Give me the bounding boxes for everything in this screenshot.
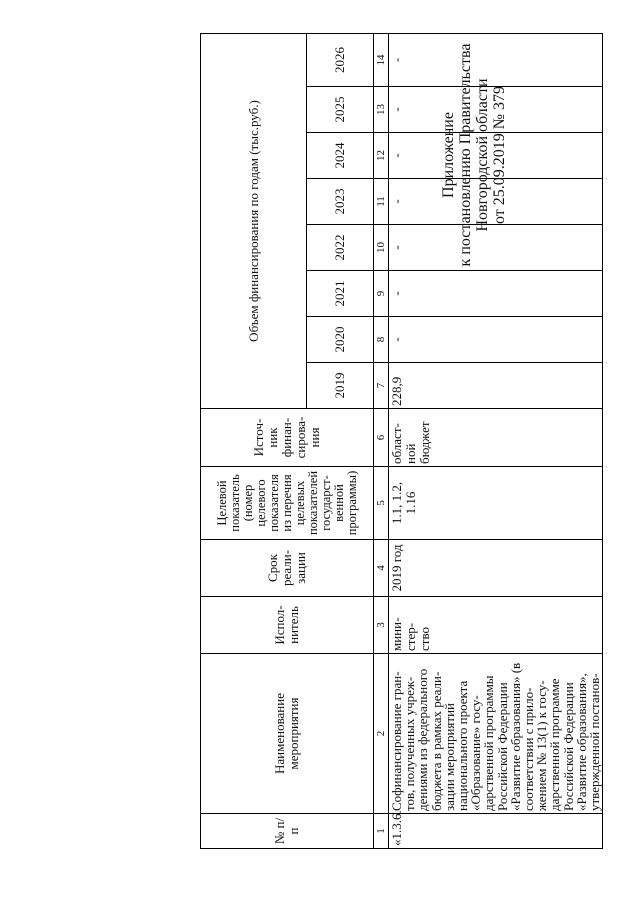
column-number: 1 xyxy=(374,814,389,849)
header-source: Источ-ник финан-сирова-ния xyxy=(201,409,374,467)
column-number: 3 xyxy=(374,597,389,654)
header-year-2023: 2023 xyxy=(307,179,374,225)
header-volume: Объем финансирования по годам (тыс.руб.) xyxy=(201,33,307,408)
header-target: Целевой показатель (номер целевого показателя из перечня целевых показателей государст-венной программы) xyxy=(201,467,374,540)
heading-line-2: к постановлению Правительства xyxy=(457,43,474,267)
column-number: 7 xyxy=(374,363,389,409)
heading-line-4: от 25.09.2019 № 379 xyxy=(491,85,508,225)
row-value-2024: - xyxy=(389,133,603,179)
header-year-2021: 2021 xyxy=(307,271,374,317)
column-number: 13 xyxy=(374,87,389,133)
column-number: 10 xyxy=(374,225,389,271)
header-term: Срок реали-зации xyxy=(201,540,374,597)
table-row xyxy=(389,33,603,848)
financing-table xyxy=(200,33,603,849)
row-value-2025: - xyxy=(389,87,603,133)
column-number: 2 xyxy=(374,654,389,814)
header-year-2022: 2022 xyxy=(307,225,374,271)
header-year-2026: 2026 xyxy=(307,33,374,86)
column-number: 6 xyxy=(374,409,389,467)
heading-line-1: Приложение xyxy=(440,112,457,198)
header-num: № п/п xyxy=(201,814,374,849)
row-name: Софинансирование гран-тов, полученных учреж-дениями из федерального бюджета в рамках реали-зации мероприятий национального проекта «Образование» госу-дарственной программы Российской Федерации «Развитие образования» (в соответствии с прило-жением № 13(1) к госу-дарственной программе Российской Федерации «Развитие образования», утвержденной постанов- xyxy=(389,654,603,814)
column-number: 14 xyxy=(374,33,389,86)
row-num: «1.3.6. xyxy=(389,814,603,849)
column-number: 8 xyxy=(374,317,389,363)
row-source: област-ной бюджет xyxy=(389,409,603,467)
header-year-2020: 2020 xyxy=(307,317,374,363)
row-value-2026: - xyxy=(389,33,603,86)
row-target: 1.1, 1.2, 1.16 xyxy=(389,467,603,540)
row-value-2020: - xyxy=(389,317,603,363)
row-term: 2019 год xyxy=(389,540,603,597)
header-executor: Испол-нитель xyxy=(201,597,374,654)
row-value-2022: - xyxy=(389,225,603,271)
column-number: 5 xyxy=(374,467,389,540)
column-numbers-row xyxy=(374,33,389,848)
column-number: 4 xyxy=(374,540,389,597)
row-executor: мини-стер-ство xyxy=(389,597,603,654)
header-row-1 xyxy=(201,33,307,848)
row-value-2019: 228,9 xyxy=(389,363,603,409)
row-value-2023: - xyxy=(389,179,603,225)
column-number: 9 xyxy=(374,271,389,317)
heading-line-3: Новгородской области xyxy=(474,78,491,232)
row-value-2021: - xyxy=(389,271,603,317)
header-year-2025: 2025 xyxy=(307,87,374,133)
header-year-2024: 2024 xyxy=(307,133,374,179)
header-name: Наименование мероприятия xyxy=(201,654,374,814)
header-year-2019: 2019 xyxy=(307,363,374,409)
column-number: 11 xyxy=(374,179,389,225)
column-number: 12 xyxy=(374,133,389,179)
